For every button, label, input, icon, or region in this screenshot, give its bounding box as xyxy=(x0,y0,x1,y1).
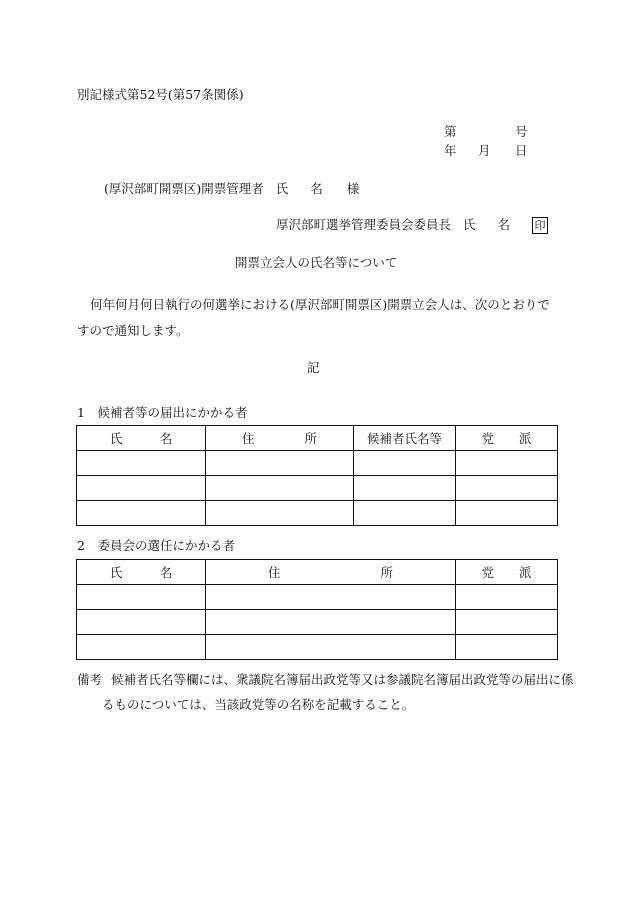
table-row xyxy=(77,635,558,660)
table-header-row xyxy=(77,426,558,451)
section1-title: 1 候補者等の届出にかかる者 xyxy=(77,405,248,420)
header-cell-party: 党 派 xyxy=(456,426,558,451)
table-cell[interactable] xyxy=(354,501,456,526)
table-cell[interactable] xyxy=(456,635,558,660)
candidate-nominees-table xyxy=(76,425,558,526)
table-cell[interactable] xyxy=(77,501,206,526)
document-number-suffix: 号 xyxy=(515,124,528,139)
header-cell-address: 住 所 xyxy=(206,426,354,451)
table-cell[interactable] xyxy=(206,585,456,610)
header-cell-address: 住 所 xyxy=(206,560,456,585)
table-row xyxy=(77,451,558,476)
document-subject: 開票立会人の氏名等について xyxy=(235,255,398,270)
table-cell[interactable] xyxy=(354,476,456,501)
table-cell[interactable] xyxy=(206,501,354,526)
table-cell[interactable] xyxy=(77,451,206,476)
header-cell-name: 氏 名 xyxy=(77,560,206,585)
table-cell[interactable] xyxy=(206,476,354,501)
table-cell[interactable] xyxy=(206,451,354,476)
table-cell[interactable] xyxy=(206,635,456,660)
document-number-label: 第 xyxy=(444,124,457,139)
table-row xyxy=(77,476,558,501)
addressee-office: (厚沢部町開票区)開票管理者 xyxy=(104,181,264,196)
table-cell[interactable] xyxy=(206,610,456,635)
sender-office: 厚沢部町選挙管理委員会委員長 xyxy=(276,217,452,232)
table-row xyxy=(77,585,558,610)
addressee-line xyxy=(104,179,359,197)
header-cell-name: 氏 名 xyxy=(77,426,206,451)
table-cell[interactable] xyxy=(456,451,558,476)
date-month-label: 月 xyxy=(478,143,491,158)
table-cell[interactable] xyxy=(456,476,558,501)
addressee-honorific: 様 xyxy=(346,181,360,196)
addressee-name-label: 氏名 xyxy=(275,181,345,196)
sender-name-label: 氏名 xyxy=(463,217,533,232)
table-cell[interactable] xyxy=(77,610,206,635)
header-cell-party: 党 派 xyxy=(456,560,558,585)
remarks-text-line2: るものについては、当該政党等の名称を記載すること。 xyxy=(102,697,415,712)
ki-heading: 記 xyxy=(307,360,320,375)
date-year-label: 年 xyxy=(444,143,457,158)
body-paragraph: 何年何月何日執行の何選挙における(厚沢部町開票区)開票立会人は、次のとおりですので通知します。 xyxy=(77,297,550,338)
form-number: 別記様式第52号(第57条関係) xyxy=(77,87,244,102)
table-cell[interactable] xyxy=(456,501,558,526)
remarks-label: 備考 xyxy=(77,672,103,687)
table-header-row xyxy=(77,560,558,585)
seal-stamp: 印 xyxy=(532,217,548,234)
section2-title: 2 委員会の選任にかかる者 xyxy=(77,538,235,553)
table-cell[interactable] xyxy=(354,451,456,476)
table-row xyxy=(77,610,558,635)
header-cell-candidate-name: 候補者氏名等 xyxy=(354,426,456,451)
table-cell[interactable] xyxy=(77,585,206,610)
table-row xyxy=(77,501,558,526)
remarks-text-line1: 候補者氏名等欄には、衆議院名簿届出政党等又は参議院名簿届出政党等の届出に係 xyxy=(111,672,574,687)
committee-appointees-table xyxy=(76,559,558,660)
sender-line xyxy=(276,215,548,234)
table-cell[interactable] xyxy=(77,635,206,660)
table-cell[interactable] xyxy=(456,610,558,635)
table-cell[interactable] xyxy=(456,585,558,610)
date-day-label: 日 xyxy=(515,143,528,158)
table-cell[interactable] xyxy=(77,476,206,501)
